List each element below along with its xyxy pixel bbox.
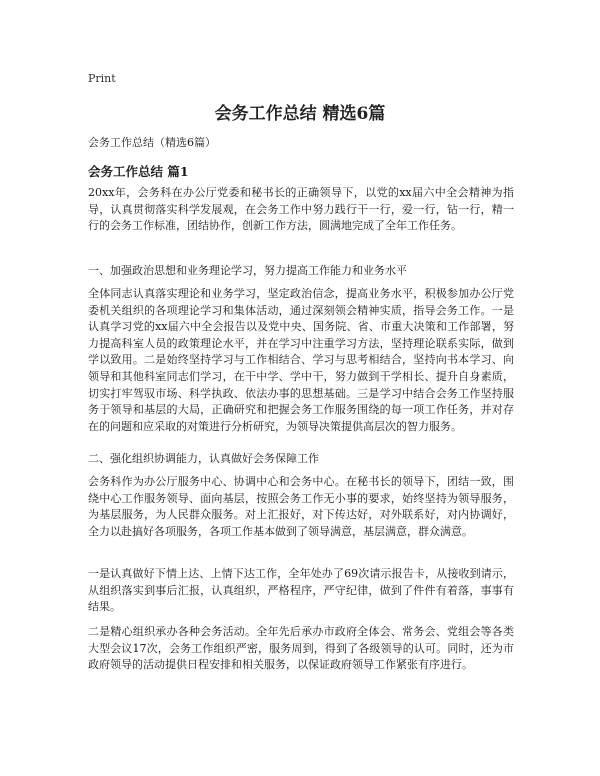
heading-coordination: 二、强化组织协调能力，认真做好会务保障工作 (88, 452, 319, 465)
document-title: 会务工作总结 精选6篇 (214, 104, 386, 124)
paragraph-reports: 一是认真做好下情上达、上情下达工作，全年处办了69次请示报告卡，从接收到请示，从组织落实到事后汇报，认真组织，严格程序，严守纪律，做到了件件有着落，事事有结果。 (88, 567, 514, 614)
paragraph-intro: 20xx年，会务科在办公厅党委和秘书长的正确领导下，以党的xx届六中全会精神为指导，认真贯彻落实科学发展观，在会务工作中努力践行干一行，爱一行，钻一行，精一行的会务工作标准，团结协作，创新工作方法，圆满地完成了全年工作任务。 (88, 186, 514, 233)
heading-study: 一、加强政治思想和业务理论学习，努力提高工作能力和业务水平 (88, 264, 407, 277)
document-subtitle: 会务工作总结（精选6篇） (88, 136, 216, 149)
section-heading: 会务工作总结 篇1 (88, 164, 189, 179)
paragraph-study: 全体同志认真落实理论和业务学习，坚定政治信念，提高业务水平，积极参加办公厅党委机关组织的各项理论学习和集体活动，通过深刻领会精神实质，指导会务工作。一是认真学习党的xx届六中全会报告以及党中央、国务院、省、市重大决策和工作部署，努力提高科室人员的政策理论水平，并在学习中注重学习方法，坚持理论联系实际，做到学以致用。二是始终坚持学习与工作相结合、学习与思考相结合，坚持向书本学习、向领导和其他科室同志们学习，在干中学、学中干，努力做到干学相长、提升自身素质，切实打牢驾驭市场、科学执政、依法办事的思想基础。三是学习中结合会务工作坚持服务于领导和基层的大局，正确研究和把握会务工作服务围绕的每一项工作任务，并对存在的问题和应采取的对策进行分析研究，为领导决策提供高层次的智力服务。 (88, 287, 514, 433)
paragraph-meetings: 二是精心组织承办各种会务活动。全年先后承办市政府全体会、常务会、党组会等各类大型会议17次，会务工作组织严密，服务周到，得到了各级领导的认可。同时，还为市政府领导的活动提供日程安排和相关服务，以保证政府领导工作紧张有序进行。 (88, 625, 514, 672)
paragraph-coordination: 会务科作为办公厅服务中心、协调中心和会务中心。在秘书长的领导下，团结一致，围绕中心工作服务领导、面向基层，按照会务工作无小事的要求，始终坚持为领导服务，为基层服务，为人民群众服务。对上汇报好，对下传达好，对外联系好，对内协调好，全力以赴搞好各项服务，各项工作基本做到了领导满意，基层满意，群众满意。 (88, 475, 514, 538)
print-label[interactable]: Print (88, 72, 116, 85)
